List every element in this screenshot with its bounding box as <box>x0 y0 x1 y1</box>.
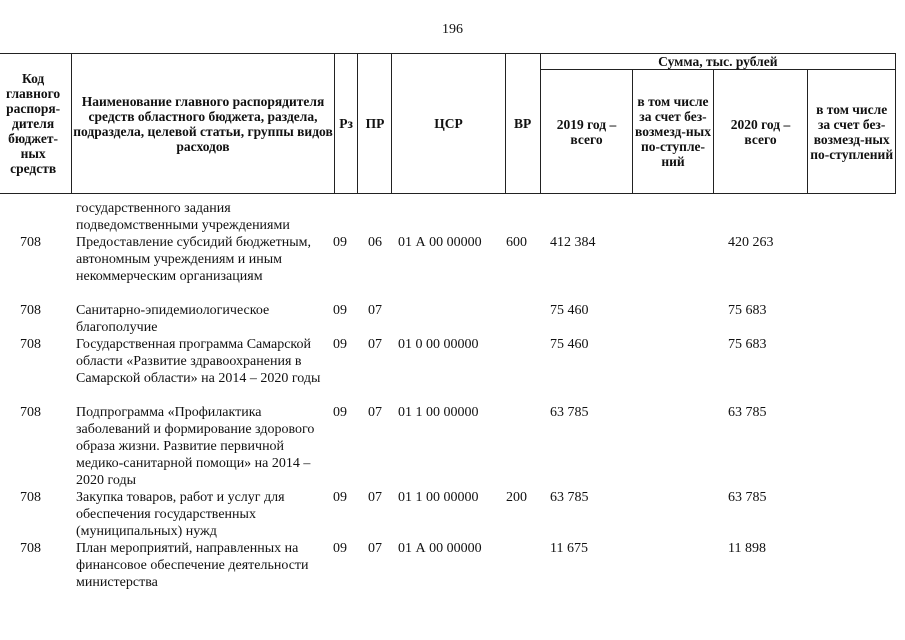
row-name: Государственная программа Самарской области «Развитие здравоохранения в Самарской области» на 2014 – 2020 годы <box>76 337 321 386</box>
header-2020: 2020 год – всего <box>713 70 808 194</box>
row-sum-2019: 412 384 <box>550 235 596 250</box>
row-sum-2019: 75 460 <box>550 337 589 352</box>
table-row <box>0 489 905 540</box>
row-csr: 01 1 00 00000 <box>398 405 479 420</box>
row-sum-2019: 75 460 <box>550 303 589 318</box>
page-number: 196 <box>442 22 463 37</box>
row-rz: 09 <box>333 541 347 556</box>
row-csr: 01 1 00 00000 <box>398 490 479 505</box>
row-csr: 01 0 00 00000 <box>398 337 479 352</box>
row-kod: 708 <box>20 490 41 505</box>
header-rz: Рз <box>334 54 358 194</box>
row-kod: 708 <box>20 405 41 420</box>
row-csr: 01 А 00 00000 <box>398 541 482 556</box>
row-sum-2020: 75 683 <box>728 303 767 318</box>
table-row <box>0 540 905 591</box>
row-rz: 09 <box>333 490 347 505</box>
row-name: государственного задания подведомственными учреждениями <box>76 201 290 233</box>
row-pr: 07 <box>368 490 382 505</box>
row-sum-2020: 75 683 <box>728 337 767 352</box>
table-row <box>0 200 905 234</box>
header-2020-bv: в том числе за счет без-возмезд-ных по-ступлений <box>808 70 896 194</box>
header-2019-bv: в том числе за счет без-возмезд-ных по-ступле-ний <box>633 70 713 194</box>
table-body <box>0 200 905 591</box>
table-row <box>0 302 905 336</box>
header-kod: Код главного распоря-дителя бюджет-ных средств <box>0 54 72 194</box>
row-sum-2019: 63 785 <box>550 405 589 420</box>
row-pr: 06 <box>368 235 382 250</box>
row-name: План мероприятий, направленных на финансовое обеспечение деятельности министерства <box>76 541 309 590</box>
row-kod: 708 <box>20 235 41 250</box>
row-rz: 09 <box>333 235 347 250</box>
row-csr: 01 А 00 00000 <box>398 235 482 250</box>
table-row <box>0 336 905 404</box>
row-sum-2020: 63 785 <box>728 405 767 420</box>
row-sum-2020: 420 263 <box>728 235 774 250</box>
table-row <box>0 234 905 302</box>
header-2019: 2019 год – всего <box>540 70 633 194</box>
row-rz: 09 <box>333 303 347 318</box>
row-sum-2020: 11 898 <box>728 541 766 556</box>
row-kod: 708 <box>20 541 41 556</box>
row-kod: 708 <box>20 303 41 318</box>
header-pr: ПР <box>358 54 392 194</box>
row-sum-2019: 63 785 <box>550 490 589 505</box>
row-rz: 09 <box>333 337 347 352</box>
row-pr: 07 <box>368 303 382 318</box>
row-sum-2019: 11 675 <box>550 541 588 556</box>
row-name: Подпрограмма «Профилактика заболеваний и формирование здорового образа жизни. Развитие первичной медико-санитарной помощи» на 2014 – 2020 годы <box>76 405 315 488</box>
header-summa: Сумма, тыс. рублей <box>540 54 895 70</box>
row-vr: 200 <box>506 490 527 505</box>
row-name: Санитарно-эпидемиологическое благополучие <box>76 303 270 335</box>
table-row <box>0 404 905 489</box>
row-sum-2020: 63 785 <box>728 490 767 505</box>
row-rz: 09 <box>333 405 347 420</box>
header-csr: ЦСР <box>392 54 505 194</box>
row-name: Закупка товаров, работ и услуг для обеспечения государственных (муниципальных) нужд <box>76 490 285 539</box>
row-pr: 07 <box>368 405 382 420</box>
row-kod: 708 <box>20 337 41 352</box>
row-name: Предоставление субсидий бюджетным, автономным учреждениям и иным некоммерческим организациям <box>76 235 312 284</box>
table-header <box>0 53 896 194</box>
header-name: Наименование главного распорядителя средств областного бюджета, раздела, подраздела, целевой статьи, группы видов расходов <box>72 54 335 194</box>
row-pr: 07 <box>368 337 382 352</box>
row-pr: 07 <box>368 541 382 556</box>
row-vr: 600 <box>506 235 527 250</box>
header-vr: ВР <box>505 54 540 194</box>
